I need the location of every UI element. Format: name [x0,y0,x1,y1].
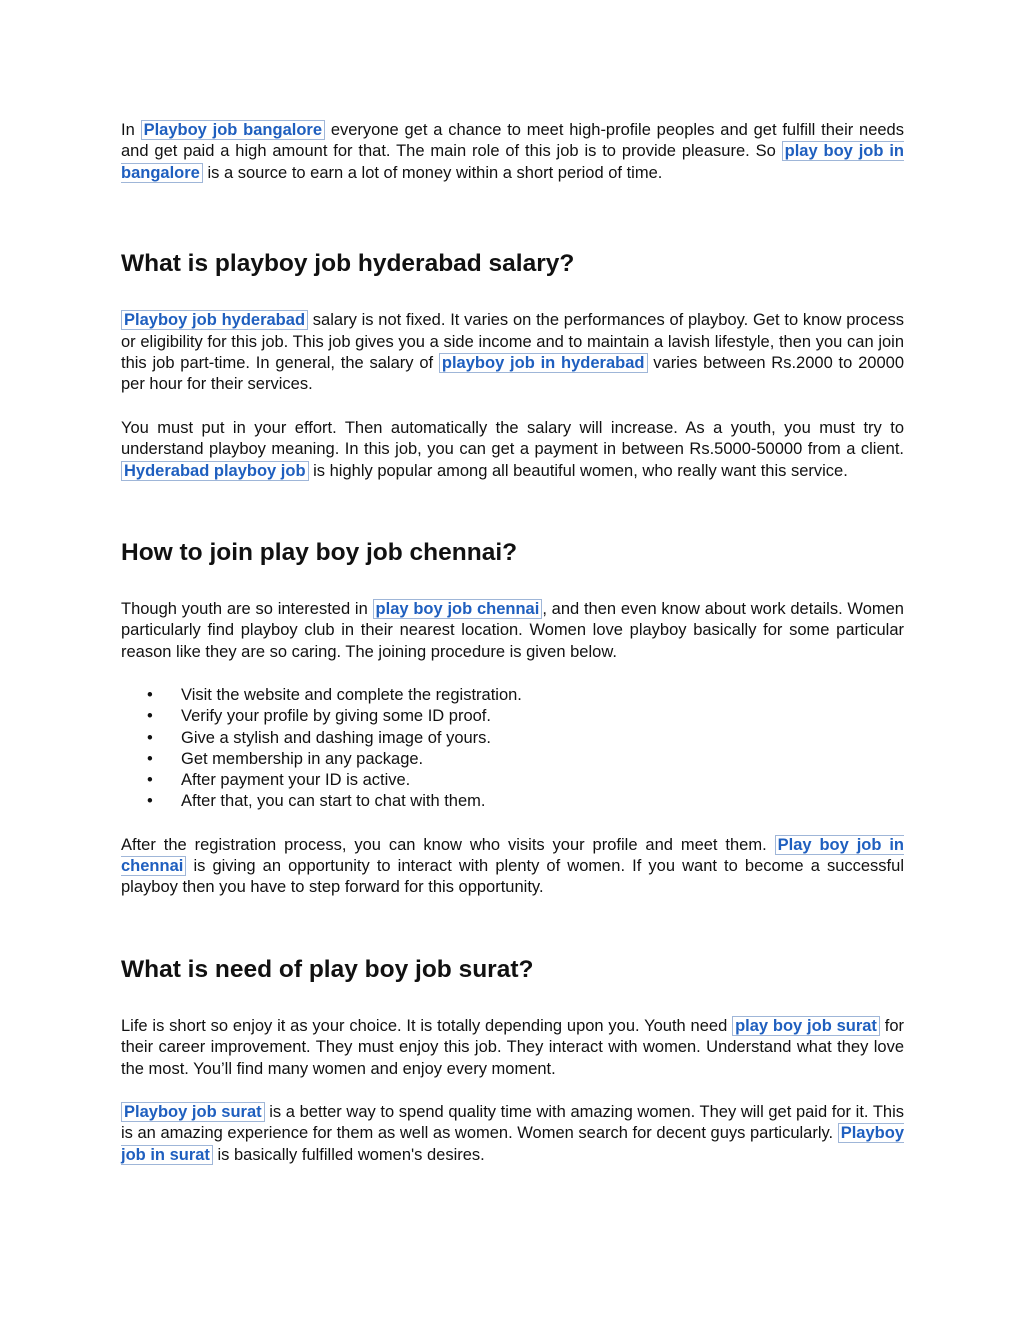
paragraph-text: varies between Rs.2000 to 20000 per hour for their services. [121,354,905,394]
bullet-icon: • [147,707,153,726]
list-item [121,728,904,749]
list-item-text: Get membership in any package. [181,749,424,768]
paragraph-text: Though youth are so interested in [121,600,373,619]
link-playboy-job-in-surat[interactable]: Playboy job in surat [121,1124,904,1164]
list-item-text: After that, you can start to chat with them. [181,792,486,811]
bullet-icon: • [147,728,153,747]
link-hyderabad-playboy-job[interactable]: Hyderabad playboy job [121,461,309,481]
paragraph-text: You must put in your effort. Then automatically the salary will increase. As a youth, you must try to understand playboy meaning. In this job, you can get a payment in between Rs.5000-50000 from a client. [121,418,904,459]
document-page [121,120,904,1166]
intro-paragraph [121,120,904,184]
list-item [121,706,904,727]
link-playboy-job-surat[interactable]: Playboy job surat [121,1102,265,1122]
bullet-icon: • [147,792,153,811]
paragraph-text: for their career improvement. They must enjoy this job. They interact with women. Understand what they love the most. You’ll find many women and enjoy every moment. [121,1016,905,1078]
joining-steps-list [121,685,904,812]
surat-paragraph-2 [121,1102,904,1166]
link-playboy-job-bangalore[interactable]: Playboy job bangalore [141,120,325,140]
list-item [121,791,904,812]
list-item-text: After payment your ID is active. [181,771,411,790]
paragraph-text: In [121,121,141,139]
paragraph-text: salary is not fixed. It varies on the performances of playboy. Get to know process or eligibility for this job. This job gives you a side income and to maintain a lavish lifestyle, then you can join this job part-time. In general, the salary of [121,311,904,373]
surat-paragraph-1 [121,1016,904,1080]
heading-chennai: How to join play boy job chennai? [121,539,518,567]
salary-paragraph-1 [121,310,904,396]
list-item-text: Verify your profile by giving some ID proof. [181,707,491,726]
paragraph-text: is a better way to spend quality time with amazing women. They will get paid for it. This is an amazing experience for them as well as women. Women search for decent guys particularly. [121,1102,904,1143]
salary-paragraph-2 [121,418,904,482]
paragraph-text: is giving an opportunity to interact with plenty of women. If you want to become a successful playboy then you have to step forward for this opportunity. [121,856,904,897]
link-play-boy-job-in-chennai[interactable]: Play boy job in chennai [121,835,905,875]
chennai-paragraph [121,599,904,663]
paragraph-text: After the registration process, you can know who visits your profile and meet them. [121,835,775,854]
paragraph-text: is a source to earn a lot of money within a short period of time. [202,163,663,182]
list-item-text: Visit the website and complete the registration. [181,686,522,705]
registration-paragraph [121,835,904,899]
paragraph-text: is basically fulfilled women's desires. [212,1145,485,1164]
list-item [121,685,904,706]
heading-salary: What is playboy job hyderabad salary? [121,250,575,278]
bullet-icon: • [147,771,153,790]
paragraph-text: , and then even know about work details. Women particularly find playboy club in their nearest location. Women love playboy basically for some particular reason like they are so caring. The joining procedure is given below. [121,600,904,661]
paragraph-text: Life is short so enjoy it as your choice. It is totally depending upon you. Youth need [121,1016,733,1035]
list-item-text: Give a stylish and dashing image of yours. [181,728,491,747]
link-play-boy-job-in-bangalore[interactable]: play boy job in bangalore [121,142,904,182]
link-playboy-job-hyderabad[interactable]: Playboy job hyderabad [121,310,308,330]
bullet-icon: • [147,686,153,705]
link-playboy-job-in-hyderabad[interactable]: playboy job in hyderabad [439,353,648,373]
heading-surat: What is need of play boy job surat? [121,955,534,983]
link-play-boy-job-surat[interactable]: play boy job surat [732,1016,880,1036]
list-item [121,749,904,770]
bullet-icon: • [147,749,153,768]
link-play-boy-job-chennai[interactable]: play boy job chennai [373,599,543,619]
list-item [121,770,904,791]
paragraph-text: everyone get a chance to meet high-profile peoples and get fulfill their needs and get paid a high amount for that. The main role of this job is to provide pleasure. So [121,121,904,161]
paragraph-text: is highly popular among all beautiful women, who really want this service. [308,461,848,480]
